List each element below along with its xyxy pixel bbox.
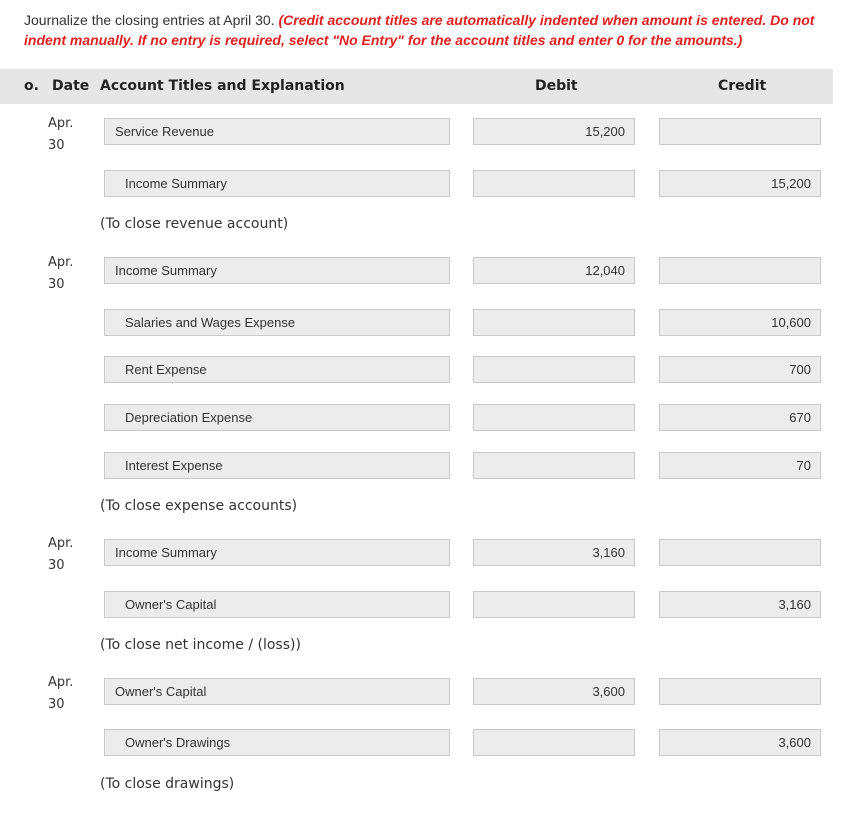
debit-field[interactable] <box>473 309 635 336</box>
account-field[interactable]: Owner's Drawings <box>104 729 450 756</box>
debit-field[interactable] <box>473 404 635 431</box>
entry-date <box>48 253 73 295</box>
debit-field[interactable]: 3,160 <box>473 539 635 566</box>
entry-date <box>48 114 73 156</box>
credit-field[interactable]: 700 <box>659 356 821 383</box>
date-month: Apr. <box>48 675 74 690</box>
debit-field[interactable] <box>473 170 635 197</box>
header-credit: Credit <box>718 78 767 94</box>
account-field[interactable]: Depreciation Expense <box>104 404 450 431</box>
instructions <box>24 10 844 50</box>
credit-field[interactable]: 15,200 <box>659 170 821 197</box>
date-day: 30 <box>48 558 65 573</box>
account-field[interactable]: Income Summary <box>104 257 450 284</box>
header-account: Account Titles and Explanation <box>100 78 345 94</box>
debit-field[interactable]: 15,200 <box>473 118 635 145</box>
debit-field[interactable]: 12,040 <box>473 257 635 284</box>
entry-explanation: (To close expense accounts) <box>100 498 298 514</box>
account-field[interactable]: Salaries and Wages Expense <box>104 309 450 336</box>
debit-field[interactable] <box>473 591 635 618</box>
date-day: 30 <box>48 277 65 292</box>
credit-field[interactable] <box>659 539 821 566</box>
entry-date <box>48 534 73 576</box>
credit-field[interactable]: 70 <box>659 452 821 479</box>
account-field[interactable]: Rent Expense <box>104 356 450 383</box>
account-field[interactable]: Interest Expense <box>104 452 450 479</box>
header-no: o. <box>24 78 39 94</box>
header-debit: Debit <box>535 78 578 94</box>
entry-date <box>48 673 73 715</box>
instructions-note: (Credit account titles are automatically indented when amount is entered. Do not indent manually. If no entry is required, select "No Entry" for the account titles and enter 0 for the amounts.) <box>24 12 815 48</box>
instructions-lead: Journalize the closing entries at April 30. <box>24 12 275 28</box>
credit-field[interactable]: 10,600 <box>659 309 821 336</box>
credit-field[interactable]: 670 <box>659 404 821 431</box>
debit-field[interactable] <box>473 356 635 383</box>
account-field[interactable]: Service Revenue <box>104 118 450 145</box>
credit-field[interactable]: 3,600 <box>659 729 821 756</box>
debit-field[interactable] <box>473 452 635 479</box>
date-month: Apr. <box>48 536 74 551</box>
credit-field[interactable] <box>659 678 821 705</box>
account-field[interactable]: Owner's Capital <box>104 678 450 705</box>
account-field[interactable]: Income Summary <box>104 539 450 566</box>
debit-field[interactable] <box>473 729 635 756</box>
date-day: 30 <box>48 697 65 712</box>
table-header <box>0 69 833 104</box>
date-month: Apr. <box>48 116 74 131</box>
entry-explanation: (To close revenue account) <box>100 216 289 232</box>
entry-explanation: (To close net income / (loss)) <box>100 637 301 653</box>
credit-field[interactable] <box>659 118 821 145</box>
entry-explanation: (To close drawings) <box>100 776 235 792</box>
credit-field[interactable] <box>659 257 821 284</box>
account-field[interactable]: Income Summary <box>104 170 450 197</box>
header-date: Date <box>52 78 90 94</box>
credit-field[interactable]: 3,160 <box>659 591 821 618</box>
debit-field[interactable]: 3,600 <box>473 678 635 705</box>
date-month: Apr. <box>48 255 74 270</box>
date-day: 30 <box>48 138 65 153</box>
account-field[interactable]: Owner's Capital <box>104 591 450 618</box>
